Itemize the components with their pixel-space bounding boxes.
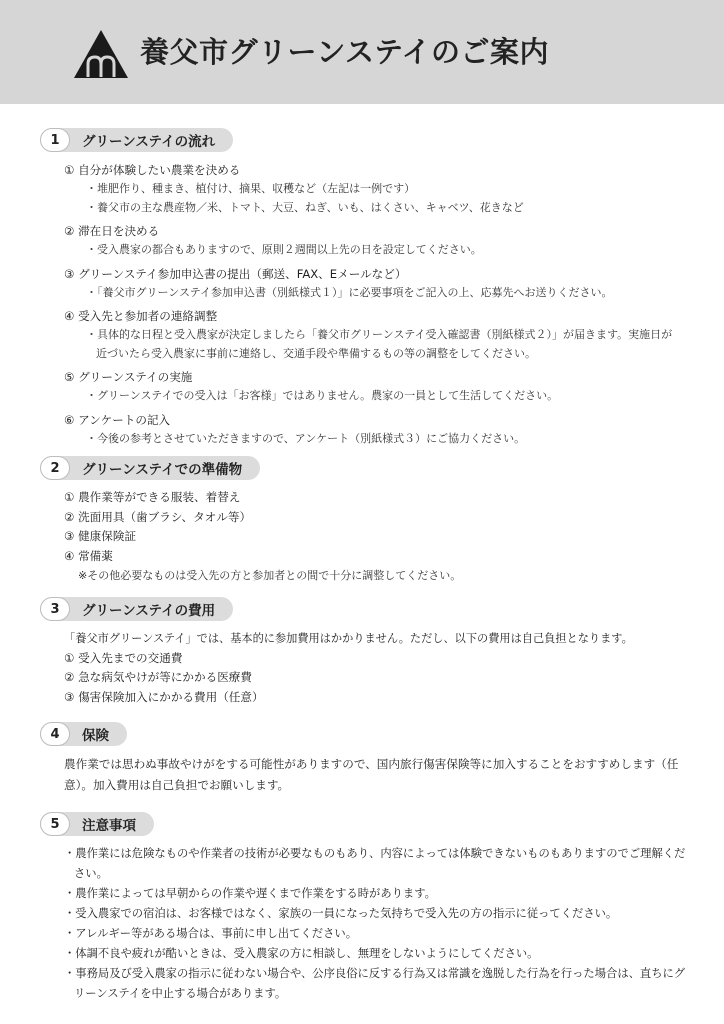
insurance-text: 農作業では思わぬ事故やけがをする可能性がありますので、国内旅行傷害保険等に加入することをおすすめします（任意）。加入費用は自己負担でお願いします。	[64, 757, 679, 792]
list-item: ① 受入先までの交通費	[64, 650, 183, 665]
step-title: ⑥ アンケートの記入	[64, 412, 171, 427]
step-bullet: ・具体的な日程と受入農家が決定しましたら「養父市グリーンステイ受入確認書（別紙様式２）」が届きます。実施日が近づいたら受入農家に事前に連絡し、交通手段や準備するもの等の調整をしてください。	[86, 328, 673, 360]
intro-text: 「養父市グリーンステイ」では、基本的に参加費用はかかりません。ただし、以下の費用は自己負担となります。	[64, 632, 633, 645]
section-number: 5	[40, 812, 70, 836]
step-bullet: ・グリーンステイでの受入は「お客様」ではありません。農家の一員として生活してください。	[86, 389, 559, 402]
list-item: ③ 傷害保険加入にかかる費用（任意）	[64, 689, 264, 704]
list-item: ① 農作業等ができる服装、着替え	[64, 490, 241, 504]
flow-step	[64, 221, 690, 260]
caution-item: ・体調不良や疲れが酷いときは、受入農家の方に相談し、無理をしないようにしてください。	[64, 947, 539, 960]
section-title: グリーンステイの費用	[82, 603, 216, 619]
list-item: ④ 常備薬	[64, 548, 113, 563]
step-title: ④ 受入先と参加者の連絡調整	[64, 309, 218, 323]
caution-item: ・事務局及び受入農家の指示に従わない場合や、公序良俗に反する行為又は常識を逸脱した行為を行った場合は、直ちにグリーンステイを中止する場合があります。	[64, 967, 686, 1000]
list-item: ③ 健康保険証	[64, 529, 137, 543]
list-item: ② 急な病気やけが等にかかる医療費	[64, 670, 252, 684]
section-cautions	[40, 812, 690, 1004]
section-heading	[40, 597, 690, 621]
note-text: ※その他必要なものは受入先の方と参加者との間で十分に調整してください。	[78, 569, 462, 582]
step-title: ⑤ グリーンステイの実施	[64, 370, 193, 384]
step-bullet: ・今後の参考とさせていただきますので、アンケート（別紙様式３）にご協力ください。	[86, 431, 526, 445]
header-banner	[0, 0, 724, 104]
flow-step	[64, 367, 690, 406]
section-costs	[40, 597, 690, 707]
caution-item: ・農作業によっては早朝からの作業や遅くまで作業をする時があります。	[64, 887, 436, 900]
section-flow	[40, 128, 690, 452]
section-preparation	[40, 456, 690, 585]
step-bullet: ・堆肥作り、種まき、植付け、摘果、収穫など（左記は一例です）	[86, 182, 416, 195]
step-title: ③ グリーンステイ参加申込書の提出（郵送、FAX、Eメールなど）	[64, 266, 407, 281]
list-item: ② 洗面用具（歯ブラシ、タオル等）	[64, 509, 252, 524]
flow-step	[64, 306, 690, 363]
page-title: 養父市グリーンステイのご案内	[140, 35, 549, 69]
section-title: グリーンステイの流れ	[82, 134, 216, 150]
caution-item: ・受入農家での宿泊は、お客様ではなく、家族の一員になった気持ちで受入先の方の指示に従ってください。	[64, 907, 618, 920]
section-number: 3	[40, 597, 70, 621]
section-heading	[40, 812, 690, 836]
flow-step	[64, 160, 690, 217]
step-bullet: ・受入農家の都合もありますので、原則２週間以上先の日を設定してください。	[86, 243, 482, 256]
section-number: 1	[40, 128, 70, 152]
section-heading	[40, 456, 690, 480]
caution-item: ・アレルギー等がある場合は、事前に申し出てください。	[64, 927, 357, 940]
step-bullet: ・養父市の主な農産物／米、トマト、大豆、ねぎ、いも、はくさい、キャベツ、花きなど	[86, 200, 524, 214]
flow-step	[64, 264, 690, 303]
section-heading	[40, 722, 690, 746]
step-title: ② 滞在日を決める	[64, 224, 160, 238]
section-number: 2	[40, 456, 70, 480]
section-title: 注意事項	[82, 818, 136, 834]
section-title: 保険	[82, 728, 109, 744]
city-logo-icon	[74, 30, 128, 78]
step-bullet: ・「養父市グリーンステイ参加申込書（別紙様式１）」に必要事項をご記入の上、応募先へお送りください。	[86, 285, 613, 299]
flow-step	[64, 410, 690, 449]
section-insurance	[40, 722, 690, 796]
section-pill	[40, 456, 260, 480]
caution-item: ・農作業には危険なものや作業者の技術が必要なものもあり、内容によっては体験できないものもありますのでご理解ください。	[64, 847, 686, 880]
section-title: グリーンステイでの準備物	[82, 462, 243, 478]
step-title: ① 自分が体験したい農業を決める	[64, 163, 241, 177]
section-number: 4	[40, 722, 70, 746]
section-heading	[40, 128, 690, 152]
